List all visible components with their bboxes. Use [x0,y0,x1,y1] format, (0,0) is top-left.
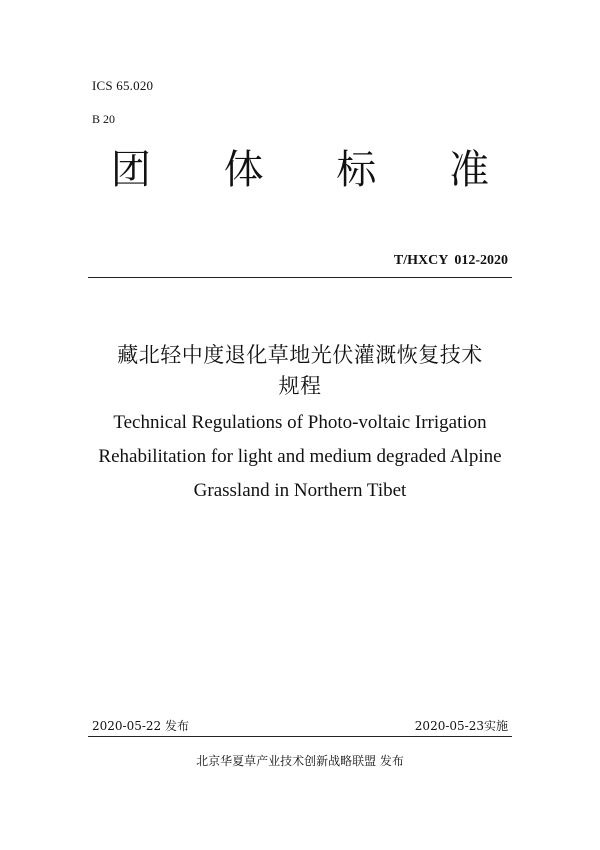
footer-divider [88,736,512,737]
standard-type-heading: 团 体 标 准 [110,147,520,193]
publisher: 北京华夏草产业技术创新战略联盟 发布 [196,754,404,768]
english-title-line-2: Rehabilitation for light and medium degraded Alpine [98,446,502,467]
ccs-code: B 20 [92,112,116,126]
english-title-line-3: Grassland in Northern Tibet [193,480,407,501]
chinese-title [0,340,600,402]
header-divider [88,277,512,278]
chinese-title-line-1: 藏北轻中度退化草地光伏灌溉恢复技术 [117,343,483,367]
implementation-date: 2020-05-23实施 [414,719,508,733]
standard-number: T/HXCY 012-2020 [393,253,508,268]
english-title [0,406,600,508]
ics-code: ICS 65.020 [92,78,154,93]
chinese-title-line-2: 规程 [278,374,322,398]
english-title-line-1: Technical Regulations of Photo-voltaic Irrigation [113,412,487,433]
issue-date: 2020-05-22 发布 [92,719,190,733]
